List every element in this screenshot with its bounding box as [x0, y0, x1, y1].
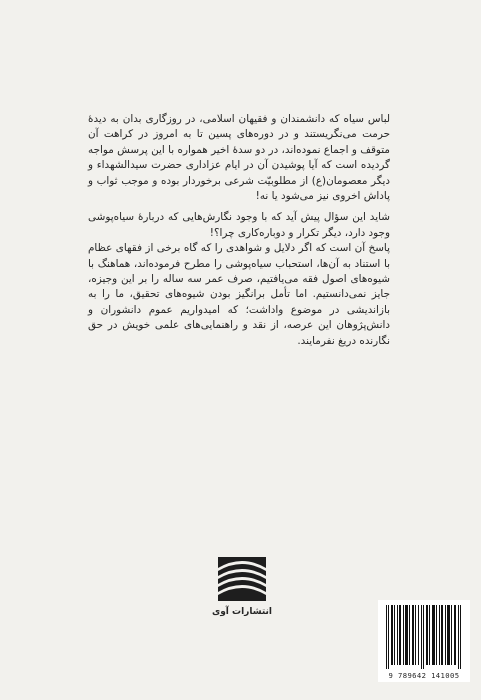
- blurb-text: [88, 112, 390, 349]
- publisher-logo-icon: [214, 556, 270, 602]
- barcode-digits: 9 789642 141005: [388, 671, 460, 680]
- publisher-logo: [211, 556, 273, 617]
- publisher-name: انتشارات آوی: [211, 607, 273, 617]
- paragraph-2: شاید این سؤال پیش آید که با وجود نگارش‌هایی که دربارهٔ سیاه‌پوشی وجود دارد، دیگر تکرار و دوباره‌کاری چرا؟!: [88, 211, 390, 239]
- barcode-icon: [384, 605, 464, 669]
- paragraph-3: پاسخ آن است که اگر دلایل و شواهدی را که گاه برخی از فقهای عظام با استناد به آن‌ها، استحباب سیاه‌پوشی را مطرح فرموده‌اند، هماهنگ با شیوه‌های اصول فقه می‌یافتیم، صرف عمر سه ساله را بر این وجیزه، جایز نمی‌دانستیم. اما تأمل برانگیز بودن شیوه‌های تحقیق، ما را به بازاندیشی در موضوع واداشت؛ که امیدواریم عموم دانشوران و دانش‌پژوهان این عرصه، از نقد و راهنمایی‌های علمی خویش در حق نگارنده دریغ نفرمایند.: [88, 242, 390, 347]
- barcode: [378, 600, 470, 682]
- paragraph-1: لباس سیاه که دانشمندان و فقیهان اسلامی، در روزگاری بدان به دیدهٔ حرمت می‌نگریستند و در دوره‌های پسین تا به امروز در کراهت آن متوقف و اجماع نموده‌اند، در دو سدهٔ اخیر همواره با این پرسش مواجه گردیده است که آیا پوشیدن آن در ایام عزاداری حضرت سیدالشهداء و دیگر معصومان(ع) از مطلوبیّت شرعی برخوردار بوده و موجب ثواب و پاداش اخروی نیز می‌شود یا نه!: [88, 113, 390, 203]
